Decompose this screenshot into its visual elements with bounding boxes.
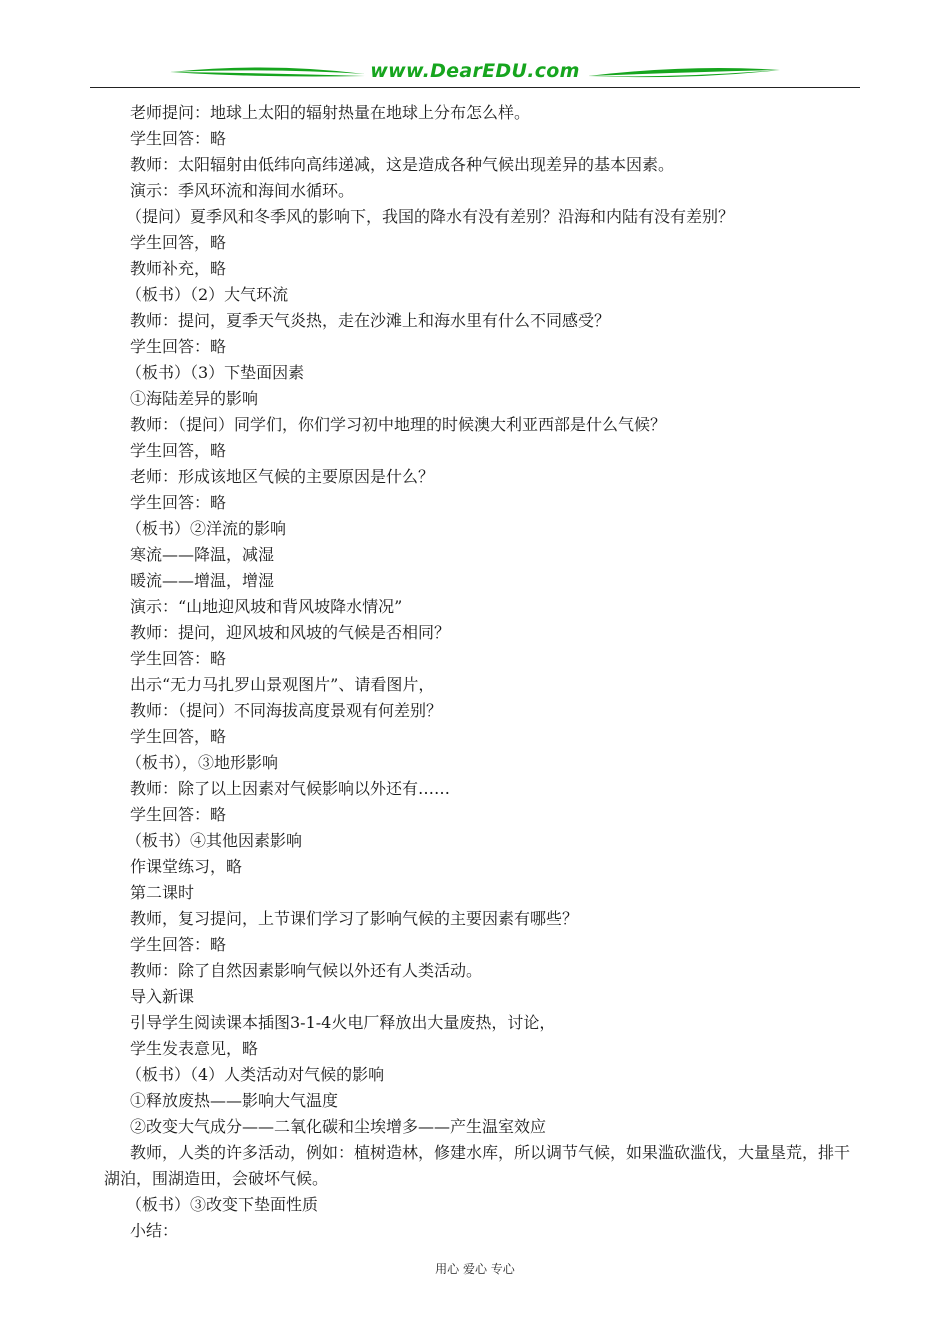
text-line: 学生回答：略: [130, 129, 227, 148]
text-line: 教师，复习提问，上节课们学习了影响气候的主要因素有哪些？: [130, 909, 579, 928]
text-line: 学生回答：略: [130, 805, 227, 824]
text-line: 寒流——降温，减湿: [130, 545, 275, 564]
text-line: 老师提问：地球上太阳的辐射热量在地球上分布怎么样。: [130, 103, 531, 122]
text-line: （板书），③地形影响: [126, 753, 279, 772]
text-line: 学生回答，略: [130, 727, 227, 746]
text-line: 学生回答，略: [130, 441, 227, 460]
text-line: 学生回答，略: [130, 233, 227, 252]
text-line: （板书）④其他因素影响: [126, 831, 303, 850]
text-line: 学生回答：略: [130, 337, 227, 356]
text-line: 出示“无力马扎罗山景观图片”、请看图片，: [130, 675, 435, 694]
text-line: （板书）（4）人类活动对气候的影响: [126, 1065, 385, 1084]
text-line: 学生回答：略: [130, 935, 227, 954]
text-line: 学生回答：略: [130, 649, 227, 668]
document-body: [104, 100, 860, 1244]
text-line: （板书）（2）大气环流: [126, 285, 289, 304]
page-footer: 用心 爱心 专心: [435, 1262, 515, 1276]
text-line: 演示：“山地迎风坡和背风坡降水情况”: [130, 597, 403, 616]
text-paragraph: 教师，人类的许多活动，例如：植树造林，修建水库，所以调节气候，如果滥砍滥伐，大量垦荒，排干湖泊，围湖造田，会破坏气候。: [104, 1143, 851, 1188]
text-line: 引导学生阅读课本插图3-1-4火电厂释放出大量废热，讨论，: [130, 1013, 556, 1032]
text-line: 教师：提问，夏季天气炎热，走在沙滩上和海水里有什么不同感受？: [130, 311, 611, 330]
text-line: ②改变大气成分——二氧化碳和尘埃增多——产生温室效应: [130, 1117, 547, 1136]
text-line: （板书）（3）下垫面因素: [126, 363, 305, 382]
text-line: 教师：太阳辐射由低纬向高纬递减，这是造成各种气候出现差异的基本因素。: [130, 155, 675, 174]
text-line: 学生回答：略: [130, 493, 227, 512]
text-line: 教师：（提问）同学们，你们学习初中地理的时候澳大利亚西部是什么气候？: [130, 415, 667, 434]
text-line: 教师：提问，迎风坡和风坡的气候是否相同？: [130, 623, 451, 642]
text-line: 教师：除了自然因素影响气候以外还有人类活动。: [130, 961, 483, 980]
header-divider: [90, 87, 860, 88]
text-line: 教师：（提问）不同海拔高度景观有何差别？: [130, 701, 443, 720]
text-line: 暖流——增温，增湿: [130, 571, 275, 590]
text-line: 学生发表意见，略: [130, 1039, 259, 1058]
site-brand[interactable]: www.DearEDU.com: [370, 60, 580, 82]
text-line: ①释放废热——影响大气温度: [130, 1091, 339, 1110]
text-line: （提问）夏季风和冬季风的影响下，我国的降水有没有差别？沿海和内陆有没有差别？: [126, 207, 735, 226]
text-line: （板书）③改变下垫面性质: [126, 1195, 319, 1214]
text-line: 教师：除了以上因素对气候影响以外还有……: [130, 779, 451, 798]
text-line: 教师补充，略: [130, 259, 227, 278]
text-line: 作课堂练习，略: [130, 857, 243, 876]
text-line: ①海陆差异的影响: [130, 389, 259, 408]
text-line: 第二课时: [130, 883, 195, 902]
page-header: [90, 58, 860, 90]
text-line: 小结：: [130, 1221, 179, 1240]
text-line: 老师：形成该地区气候的主要原因是什么？: [130, 467, 435, 486]
text-line: 导入新课: [130, 987, 195, 1006]
text-line: （板书）②洋流的影响: [126, 519, 287, 538]
text-line: 演示：季风环流和海间水循环。: [130, 181, 355, 200]
